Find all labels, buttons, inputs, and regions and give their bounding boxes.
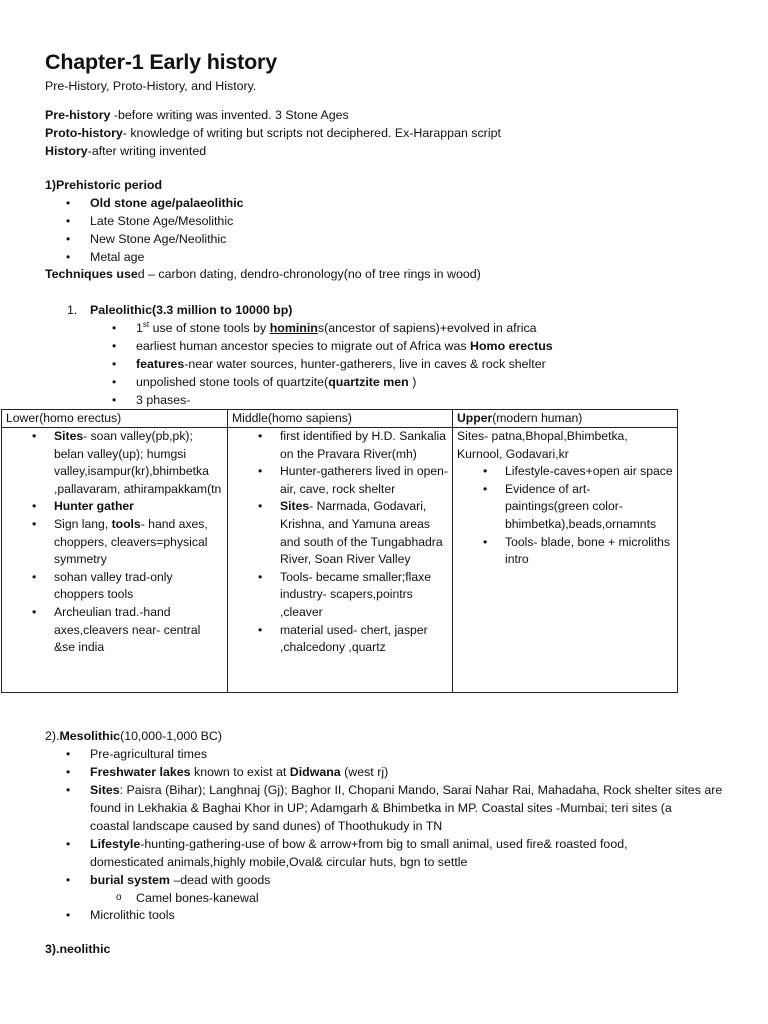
- list-item: • Microlithic tools: [90, 906, 175, 924]
- list-item: • first identified by H.D. Sankalia on the Pravara River(mh): [280, 428, 448, 463]
- list-item: • Archeulian trad.-hand axes,cleavers near- central &se india: [54, 604, 223, 657]
- def-protohistory: Proto-history- knowledge of writing but scripts not deciphered. Ex-Harappan script: [45, 126, 501, 140]
- mesolithic-heading: 2).Mesolithic(10,000-1,000 BC): [45, 729, 223, 743]
- list-item: • burial system –dead with goods: [90, 871, 750, 889]
- list-item: • New Stone Age/Neolithic: [90, 230, 244, 248]
- list-item: • Hunter-gatherers lived in open-air, cave, rock shelter: [280, 463, 448, 498]
- paleolithic-number: 1.: [67, 303, 78, 317]
- list-item: • Sign lang, tools- hand axes, choppers, cleavers=physical symmetry: [54, 516, 223, 569]
- list-item: • Metal age: [90, 248, 244, 266]
- prehistoric-list: [90, 194, 244, 266]
- table-header-middle: Middle(homo sapiens): [228, 410, 453, 428]
- list-item: • Sites- Narmada, Godavari, Krishna, and Yamuna areas and south of the Tungabhadra River, Soan River Valley: [280, 498, 448, 568]
- paleolithic-list: [136, 319, 553, 409]
- table-header-lower: Lower(homo erectus): [2, 410, 228, 428]
- paleolithic-phases-table: [1, 409, 678, 693]
- list-item: • Tools- became smaller;flaxe industry- scapers,pointrs ,cleaver: [280, 569, 448, 622]
- list-item: • earliest human ancestor species to migrate out of Africa was Homo erectus: [136, 337, 553, 355]
- list-item: • Lifestyle-hunting-gathering-use of bow & arrow+from big to small animal, used fire& roasted food, domesticated animals,highly mobile,Oval& circular huts, bgn to settle: [90, 835, 750, 871]
- list-item: o Camel bones-kanewal: [136, 889, 259, 907]
- paleolithic-heading: Paleolithic(3.3 million to 10000 bp): [90, 303, 293, 317]
- page-title: Chapter-1 Early history: [45, 50, 277, 74]
- mesolithic-list-tail: [90, 906, 175, 924]
- list-item: • Tools- blade, bone + microliths intro: [505, 534, 673, 569]
- list-item: • material used- chert, jasper ,chalcedony ,quartz: [280, 622, 448, 657]
- table-cell-upper: [453, 428, 678, 693]
- table-header-upper: Upper(modern human): [453, 410, 678, 428]
- list-item: • Evidence of art-paintings(green color-bhimbetka),beads,ornamnts: [505, 481, 673, 534]
- table-row: [2, 428, 678, 693]
- upper-sites: Sites- patna,Bhopal,Bhimbetka, Kurnool, Godavari,kr: [457, 429, 628, 461]
- prehistoric-heading: 1)Prehistoric period: [45, 178, 163, 192]
- def-prehistory: Pre-history -before writing was invented. 3 Stone Ages: [45, 108, 349, 122]
- list-item: • unpolished stone tools of quartzite(quartzite men ): [136, 373, 553, 391]
- list-item: • sohan valley trad-only choppers tools: [54, 569, 223, 604]
- list-item: • Sites- soan valley(pb,pk); belan valley(up); humgsi valley,isampur(kr),bhimbetka ,pallavaram, athirampakkam(tn: [54, 428, 223, 498]
- def-history: History-after writing invented: [45, 144, 207, 158]
- table-cell-lower: [2, 428, 228, 693]
- list-item: • Lifestyle-caves+open air space: [505, 463, 673, 481]
- list-item: • Hunter gather: [54, 498, 223, 516]
- neolithic-heading: 3).neolithic: [45, 942, 111, 956]
- list-item: • features-near water sources, hunter-gatherers, live in caves & rock shelter: [136, 355, 553, 373]
- table-header-row: [2, 410, 678, 428]
- mesolithic-list: [90, 745, 750, 889]
- burial-sublist: [136, 889, 259, 907]
- list-item: • Late Stone Age/Mesolithic: [90, 212, 244, 230]
- list-item: • Freshwater lakes known to exist at Didwana (west rj): [90, 763, 750, 781]
- subtitle: Pre-History, Proto-History, and History.: [45, 79, 257, 93]
- techniques-line: Techniques used – carbon dating, dendro-chronology(no of tree rings in wood): [45, 267, 481, 281]
- list-item: • Pre-agricultural times: [90, 745, 750, 763]
- list-item: • 3 phases-: [136, 391, 553, 409]
- list-item: • 1st use of stone tools by hominins(ancestor of sapiens)+evolved in africa: [136, 319, 553, 337]
- list-item: • Old stone age/palaeolithic: [90, 194, 244, 212]
- list-item: • Sites: Paisra (Bihar); Langhnaj (Gj); Baghor II, Chopani Mando, Sarai Nahar Rai, Mahadaha, Rock shelter sites are found in Lekhakia & Baghai Khor in UP; Adamgarh & Bhimbetka in MP. Coastal sites -Mumbai; teri sites (a coastal landscape caused by sand dunes) of Thoothukudy in TN: [90, 781, 750, 835]
- table-cell-middle: [228, 428, 453, 693]
